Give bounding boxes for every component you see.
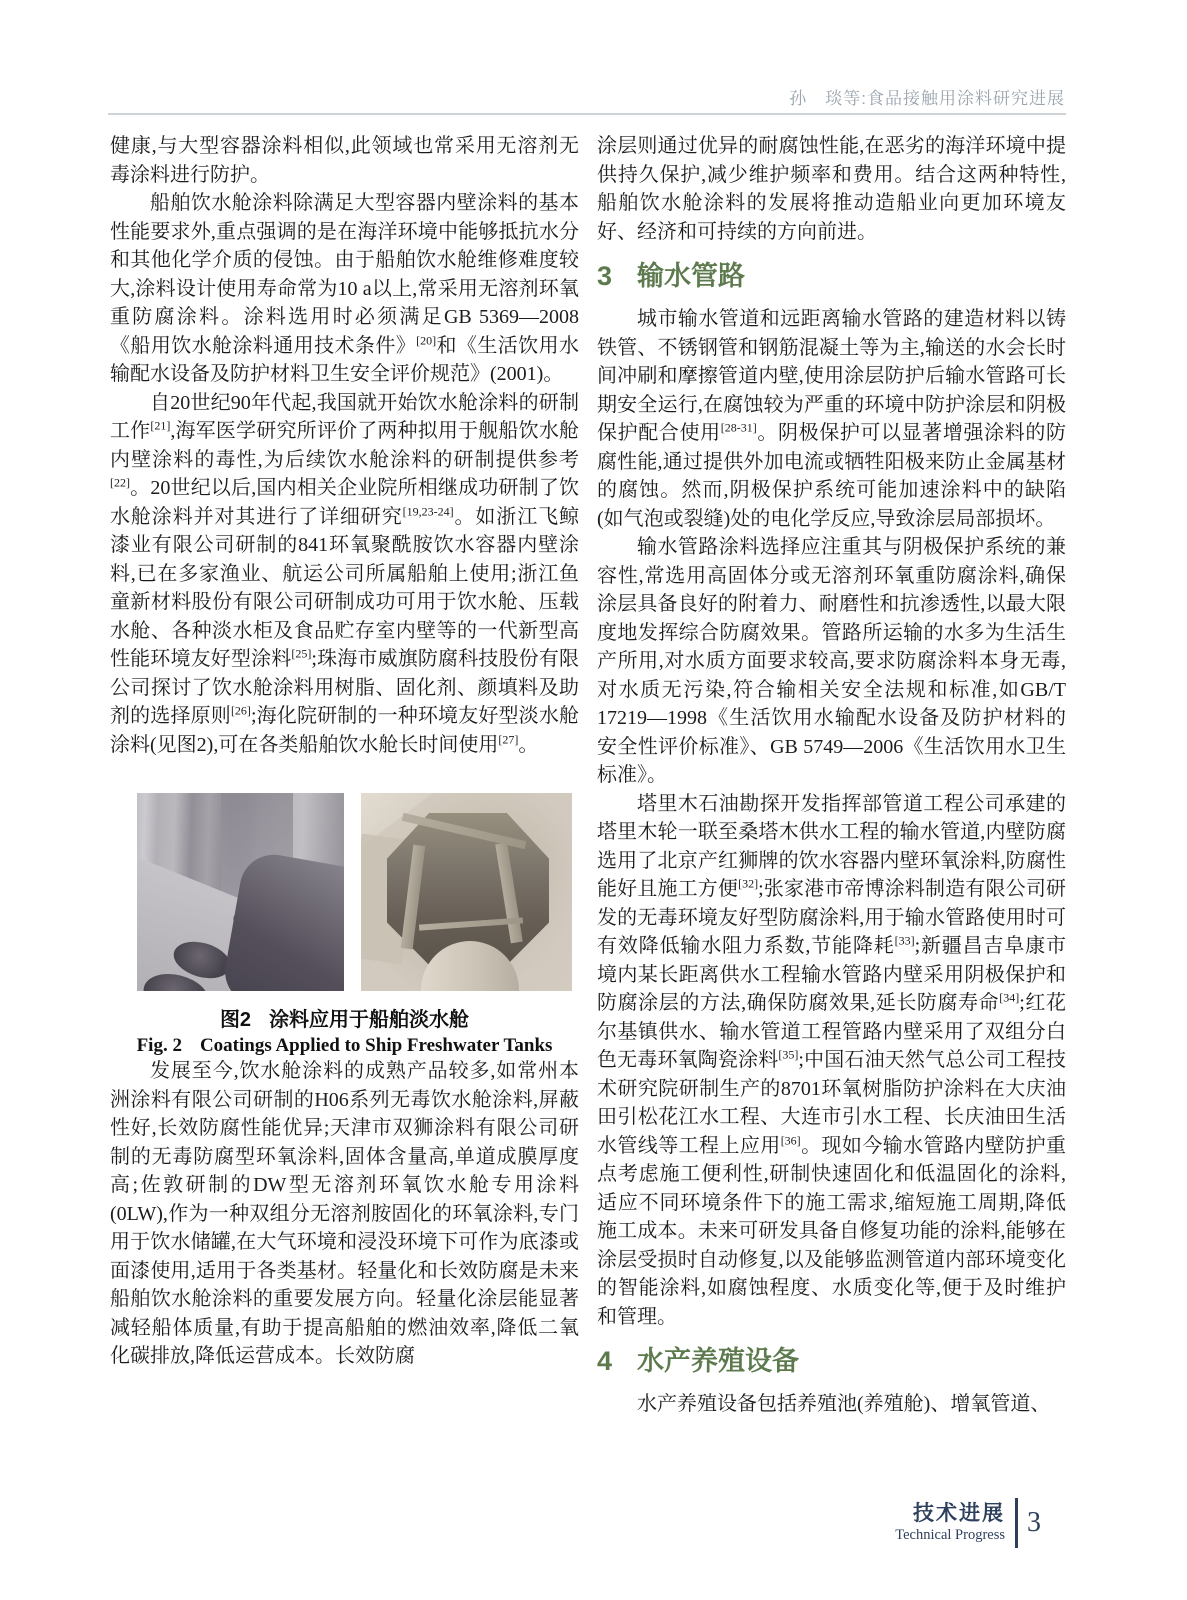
figure-photos (137, 793, 579, 991)
figure-caption-en (110, 1035, 579, 1057)
paragraph: 输水管路涂料选择应注重其与阴极保护系统的兼容性,常选用高固体分或无溶剂环氧重防腐涂料,确保涂层具备良好的附着力、耐磨性和抗渗透性,以最大限度地发挥综合防腐效果。管路所运输的水多为生活生产所用,对水质方面要求较高,要求防腐涂料本身无毒,对水质无污染,符合输相关安全法规和标准,如GB/T 17219—1998《生活饮用水输配水设备及防护材料的安全性评价标准》、GB 5749—2006《生活饮用水卫生标准》。 (597, 536, 1066, 786)
section-heading-4 (597, 1344, 1066, 1378)
paragraph: 船舶饮水舱涂料除满足大型容器内壁涂料的基本性能要求外,重点强调的是在海洋环境中能够抵抗水分和其他化学介质的侵蚀。由于船舶饮水舱维修难度较大,涂料设计使用寿命常为10 a以上,常采用无溶剂环氧重防腐涂料。涂料选用时必须满足GB 5369—2008《船用饮水舱涂料通用技术条件》[20]和《生活饮用水输配水设备及防护材料卫生安全评价规范》(2001)。 (110, 192, 580, 385)
footer-section-labels (895, 1502, 1005, 1544)
footer-divider-bar (1015, 1498, 1018, 1548)
paragraph: 塔里木石油勘探开发指挥部管道工程公司承建的塔里木轮一联至桑塔木供水工程的输水管道,内壁防腐选用了北京产红狮牌的饮水容器内壁环氧涂料,防腐性能好且施工方便[32];张家港市帝博涂料制造有限公司研发的无毒环境友好型防腐涂料,用于输水管路使用时可有效降低输水阻力系数,节能降耗[33];新疆昌吉阜康市境内某长距离供水工程输水管路内壁采用阴极保护和防腐涂层的方法,确保防腐效果,延长防腐寿命[34];红花尔基镇供水、输水管道工程管路内壁采用了双组分白色无毒环氧陶瓷涂料[35];中国石油天然气总公司工程技术研究院研制生产的8701环氧树脂防护涂料在大庆油田引松花江水工程、大连市引水工程、长庆油田生活水管线等工程上应用[36]。现如今输水管路内壁防护重点考虑施工便利性,研制快速固化和低温固化的涂料,适应不同环境条件下的施工需求,缩短施工周期,降低施工成本。未来可研发具备自修复功能的涂料,能够在涂层受损时自动修复,以及能够监测管道内部环境变化的智能涂料,如腐蚀程度、水质变化等,便于及时维护和管理。 (597, 792, 1067, 1328)
header-rule (108, 113, 1066, 115)
section-title: 输水管路 (637, 261, 746, 291)
paragraph: 城市输水管道和远距离输水管路的建造材料以铸铁管、不锈钢管和钢筋混凝土等为主,输送的水会长时间冲刷和摩擦管道内壁,使用涂层防护后输水管路可长期安全运行,在腐蚀较为严重的环境中防护涂层和阴极保护配合使用[28-31]。阴极保护可以显著增强涂料的防腐性能,通过提供外加电流或牺牲阳极来防止金属基材的腐蚀。然而,阴极保护系统可能加速涂料中的缺陷(如气泡或裂缝)处的电化学反应,导致涂层局部损坏。 (597, 308, 1067, 530)
figure-photo-tank-interior-2 (361, 793, 572, 991)
paragraph: 发展至今,饮水舱涂料的成熟产品较多,如常州本洲涂料有限公司研制的H06系列无毒饮水舱涂料,屏蔽性好,长效防腐性能优异;天津市双狮涂料有限公司研制的无毒防腐型环氧涂料,固体含量高,单道成膜厚度高;佐敦研制的DW型无溶剂环氧饮水舱专用涂料(0LW),作为一种双组分无溶剂胺固化的环氧涂料,专门用于饮水储罐,在大气环境和浸没环境下可作为底漆或面漆使用,适用于各类基材。轻量化和长效防腐是未来船舶饮水舱涂料的重要发展方向。轻量化涂层能显著减轻船体质量,有助于提高船舶的燃油效率,降低二氧化碳排放,降低运营成本。长效防腐 (110, 1060, 579, 1367)
figure-label-cn: 图2 (219, 1009, 252, 1031)
section-number: 3 (597, 261, 613, 291)
figure-title-cn: 涂料应用于船舶淡水舱 (269, 1009, 470, 1031)
paragraph: 水产养殖设备包括养殖池(养殖舱)、增氧管道、 (637, 1393, 1051, 1415)
paragraph: 健康,与大型容器涂料相似,此领域也常采用无溶剂无毒涂料进行防护。 (110, 135, 579, 186)
figure-title-en: Coatings Applied to Ship Freshwater Tanks (199, 1035, 553, 1056)
paragraph: 自20世纪90年代起,我国就开始饮水舱涂料的研制工作[21],海军医学研究所评价了两种拟用于舰船饮水舱内壁涂料的毒性,为后续饮水舱涂料的研制提供参考[22]。20世纪以后,国内相关企业院所相继成功研制了饮水舱涂料并对其进行了详细研究[19,23-24]。如浙江飞鲸漆业有限公司研制的841环氧聚酰胺饮水容器内壁涂料,已在多家渔业、航运公司所属船舶上使用;浙江鱼童新材料股份有限公司研制成功可用于饮水舱、压载水舱、各种淡水柜及食品贮存室内壁等的一代新型高性能环境友好型涂料[25];珠海市威旗防腐科技股份有限公司探讨了饮水舱涂料用树脂、固化剂、颜填料及助剂的选择原则[26];海化院研制的一种环境友好型淡水舱涂料(见图2),可在各类船舶饮水舱长时间使用[27]。 (110, 391, 580, 756)
page-number: 3 (1027, 1507, 1041, 1538)
figure-photo-tank-interior-1 (137, 793, 344, 991)
section-number: 4 (597, 1346, 613, 1376)
right-column (597, 132, 1066, 1419)
running-header-title: 孙 琰等:食品接触用涂料研究进展 (789, 89, 1065, 108)
figure-2 (110, 793, 579, 1057)
footer-section-cn: 技术进展 (913, 1502, 1005, 1525)
section-heading-3 (597, 259, 1066, 293)
section-title: 水产养殖设备 (637, 1346, 800, 1376)
footer-section-en: Technical Progress (895, 1527, 1005, 1543)
figure-label-en: Fig. 2 (136, 1035, 182, 1056)
paragraph: 涂层则通过优异的耐腐蚀性能,在恶劣的海洋环境中提供持久保护,减少维护频率和费用。结合这两种特性,船舶饮水舱涂料的发展将推动造船业向更加环境友好、经济和可持续的方向前进。 (597, 135, 1066, 243)
page-footer (895, 1498, 1041, 1548)
figure-caption-cn (110, 1003, 579, 1032)
left-column (110, 132, 579, 1371)
